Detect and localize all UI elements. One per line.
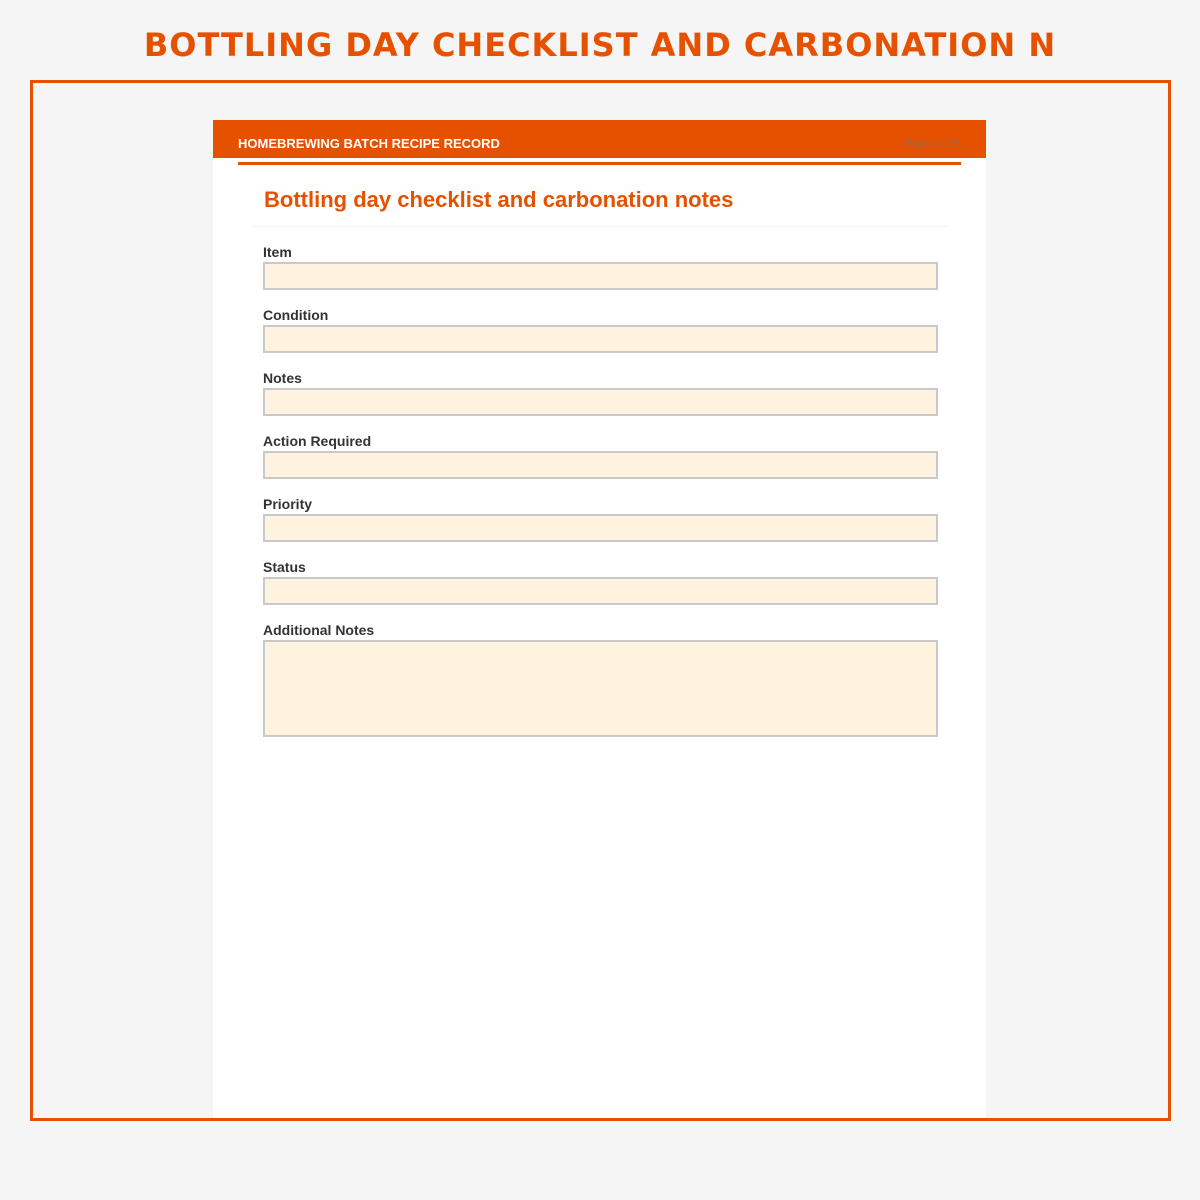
document-frame	[30, 80, 1171, 1121]
condition-field-group	[263, 307, 938, 353]
header-divider	[238, 162, 961, 165]
priority-input[interactable]	[263, 514, 938, 542]
header-title: HOMEBREWING BATCH RECIPE RECORD	[238, 136, 500, 151]
additional-notes-field-group	[263, 622, 938, 737]
item-field-group	[263, 244, 938, 290]
status-label: Status	[263, 559, 306, 575]
page-header	[213, 120, 986, 158]
notes-input[interactable]	[263, 388, 938, 416]
title-divider	[251, 226, 948, 227]
status-input[interactable]	[263, 577, 938, 605]
action-required-input[interactable]	[263, 451, 938, 479]
action-required-label: Action Required	[263, 433, 372, 449]
item-input[interactable]	[263, 262, 938, 290]
additional-notes-textarea[interactable]	[263, 640, 938, 737]
screen-title: BOTTLING DAY CHECKLIST AND CARBONATION N	[143, 26, 1057, 64]
page-indicator: Page 4 of 5	[904, 138, 961, 150]
priority-field-group	[263, 496, 938, 542]
notes-label: Notes	[263, 370, 302, 386]
form-page	[213, 120, 986, 1120]
condition-label: Condition	[263, 307, 329, 323]
priority-label: Priority	[263, 496, 313, 512]
section-title: Bottling day checklist and carbonation notes	[264, 187, 734, 212]
action-required-field-group	[263, 433, 938, 479]
item-label: Item	[263, 244, 292, 260]
condition-input[interactable]	[263, 325, 938, 353]
status-field-group	[263, 559, 938, 605]
notes-field-group	[263, 370, 938, 416]
additional-notes-label: Additional Notes	[263, 622, 375, 638]
